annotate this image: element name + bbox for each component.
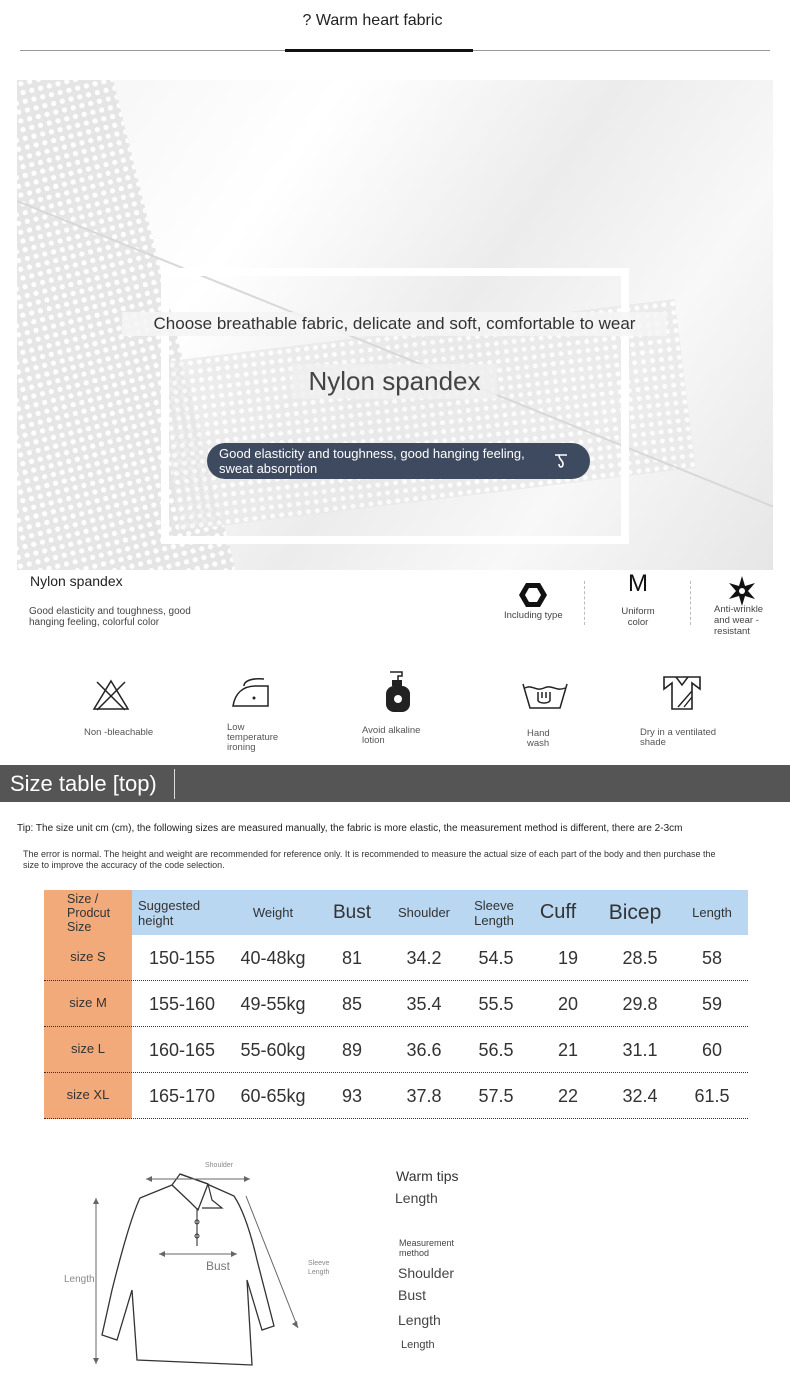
hexagon-icon	[518, 581, 548, 609]
sleeve-dim-label: Sleeve Length	[308, 1260, 330, 1276]
weight-cell: 40-48kg	[240, 947, 306, 968]
length-cell: 58	[701, 947, 723, 968]
size-cell: size XL	[44, 1073, 132, 1119]
length-cell: 61.5	[694, 1085, 730, 1106]
shoulder-cell: 37.8	[406, 1085, 442, 1106]
header-shoulder: Shoulder	[397, 905, 451, 920]
bicep-cell: 31.1	[622, 1039, 658, 1060]
table-row	[44, 935, 748, 981]
header-weight: Weight	[252, 905, 294, 920]
no-bleach-icon	[91, 678, 131, 712]
header-height: Suggested height	[138, 897, 201, 928]
header-size: Size / Prodcut Size	[44, 890, 132, 935]
size-cell: size S	[44, 935, 132, 981]
hero-feature-pill	[207, 443, 590, 479]
snowflake-icon	[726, 575, 758, 607]
bicep-cell: 28.5	[622, 947, 658, 968]
table-row	[44, 1027, 748, 1073]
header-bust: Bust	[332, 901, 372, 923]
care-label-bleach: Non -bleachable	[84, 727, 154, 738]
size-table	[44, 890, 748, 1119]
table-row	[44, 1073, 748, 1119]
weight-cell: 55-60kg	[240, 1039, 306, 1060]
height-cell: 150-155	[148, 947, 216, 968]
care-label-lotion: Avoid alkaline lotion	[362, 725, 421, 746]
warm-tips-title: Warm tips	[396, 1168, 459, 1184]
header-sleeve: Sleeve Length	[474, 897, 514, 928]
header-cuff: Cuff	[539, 901, 577, 923]
measure-bust: Bust	[398, 1287, 427, 1303]
hero-subtitle: Choose breathable fabric, delicate and soft, comfortable to wear	[122, 312, 667, 336]
measurement-diagram	[62, 1160, 352, 1375]
table-header-row	[44, 890, 748, 935]
sweat-drop-icon	[552, 451, 572, 471]
sleeve-cell: 56.5	[478, 1039, 514, 1060]
hero-frame	[161, 268, 629, 544]
bicep-cell: 32.4	[622, 1085, 658, 1106]
sleeve-cell: 57.5	[478, 1085, 514, 1106]
feature-label-type: Including type	[504, 610, 563, 621]
shoulder-cell: 34.2	[406, 947, 442, 968]
shoulder-cell: 36.6	[406, 1039, 442, 1060]
size-cell: size L	[44, 1027, 132, 1073]
lotion-bottle-icon	[380, 670, 416, 714]
shoulder-dim-label: Shoulder	[205, 1162, 234, 1169]
bust-cell: 81	[341, 947, 363, 968]
table-row	[44, 981, 748, 1027]
low-iron-icon	[230, 676, 274, 710]
active-tab-underline	[285, 49, 473, 52]
header-length: Length	[692, 905, 732, 920]
feature-label-wrinkle: Anti-wrinkle and wear -resistant	[714, 604, 764, 637]
feature-divider	[584, 581, 585, 625]
shoulder-cell: 35.4	[406, 993, 442, 1014]
fabric-name: Nylon spandex	[30, 573, 123, 589]
bicep-cell: 29.8	[622, 993, 658, 1014]
measure-length-2: Length	[401, 1339, 435, 1351]
bust-cell: 93	[341, 1085, 363, 1106]
size-note: The error is normal. The height and weight are recommended for reference only. It is recommended to measure the actual size of each part of the body and then purchase the size to improve the accuracy of the code selection.	[23, 849, 716, 870]
measurement-method-label: Measurement method	[399, 1238, 455, 1258]
sleeve-cell: 55.5	[478, 993, 514, 1014]
measure-length: Length	[398, 1312, 441, 1328]
letter-m-icon: M	[628, 570, 648, 597]
measure-shoulder: Shoulder	[398, 1265, 455, 1281]
bust-dim-label: Bust	[206, 1259, 231, 1273]
height-cell: 160-165	[148, 1039, 216, 1060]
header-bicep: Bicep	[608, 900, 662, 924]
shade-dry-icon	[662, 675, 702, 711]
size-cell: size M	[44, 981, 132, 1027]
hand-wash-icon	[522, 680, 568, 710]
cuff-cell: 21	[557, 1039, 579, 1060]
height-cell: 165-170	[148, 1085, 216, 1106]
length-dim-label: Length	[64, 1274, 95, 1285]
row-divider	[44, 1118, 748, 1119]
bust-cell: 85	[341, 993, 363, 1014]
height-cell: 155-160	[148, 993, 216, 1014]
hero-pill-text: Good elasticity and toughness, good hanging feeling, sweat absorption	[219, 446, 525, 476]
fabric-description: Good elasticity and toughness, good hanging feeling, colorful color	[29, 606, 191, 628]
sleeve-cell: 54.5	[478, 947, 514, 968]
warm-tips-length: Length	[395, 1190, 438, 1206]
length-cell: 60	[701, 1039, 723, 1060]
weight-cell: 60-65kg	[240, 1085, 306, 1106]
care-label-handwash: Hand wash	[527, 728, 550, 749]
cuff-cell: 20	[557, 993, 579, 1014]
care-label-shade: Dry in a ventilated shade	[640, 727, 717, 748]
feature-label-color: Uniform color	[621, 606, 655, 628]
size-table-header-bar	[0, 765, 790, 802]
feature-divider	[690, 581, 691, 625]
care-label-iron: Low temperature ironing	[227, 722, 279, 753]
weight-cell: 49-55kg	[240, 993, 306, 1014]
cuff-cell: 19	[557, 947, 579, 968]
fabric-hero-image	[17, 80, 773, 570]
size-table-title: Size table [top)	[10, 771, 157, 796]
title-divider	[174, 769, 175, 799]
length-cell: 59	[701, 993, 723, 1014]
bust-cell: 89	[341, 1039, 363, 1060]
page-title: ? Warm heart fabric	[302, 12, 443, 29]
hero-title: Nylon spandex	[292, 364, 497, 399]
size-tip: Tip: The size unit cm (cm), the following sizes are measured manually, the fabric is more elastic, the measurement method is different, there are 2-3cm	[17, 823, 683, 834]
cuff-cell: 22	[557, 1085, 579, 1106]
